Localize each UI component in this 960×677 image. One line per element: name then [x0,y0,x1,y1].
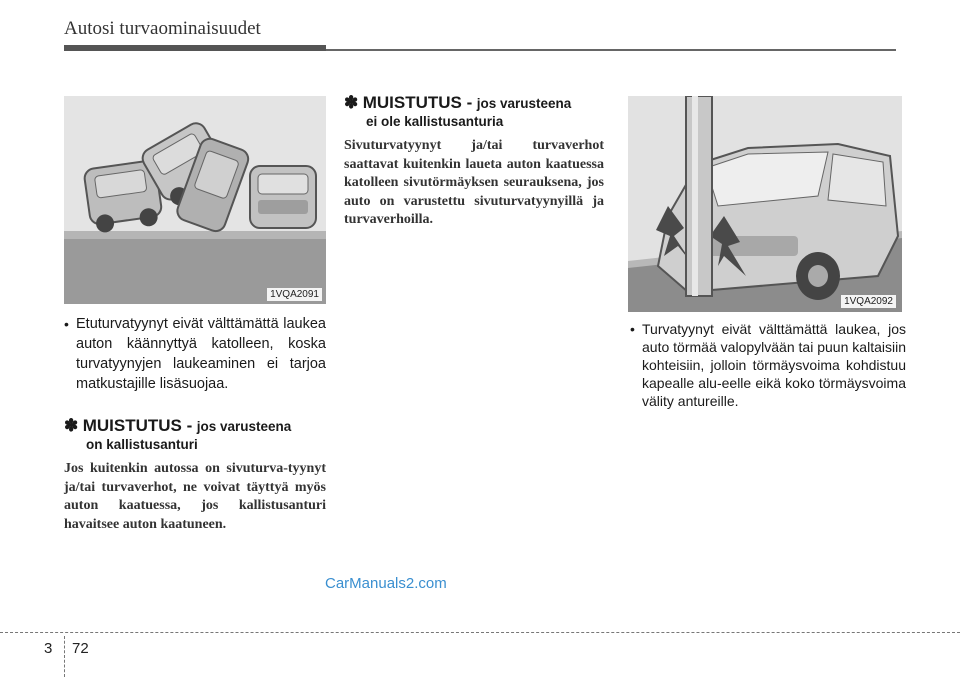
watermark-link[interactable]: CarManuals2.com [325,575,447,592]
note-body: Jos kuitenkin autossa on sivuturva-tyynyt ja/tai turvaverhot, ne voivat täyttyä myös auton kaatuessa, jos kallistusanturi havaitsee auton kaatuneen. [64,461,326,532]
note-qualifier: jos varusteena [196,419,292,434]
bullet-icon: • [64,316,69,332]
pole-collision-drawing [628,96,902,312]
note-heading [344,93,604,129]
figure-code: 1VQA2092 [841,295,896,308]
note-label: MUISTUTUS - [82,416,193,435]
rollover-cars-drawing [64,96,326,304]
note-symbol-icon: ✽ [64,416,79,435]
note-qualifier-continued: on kallistusanturi [86,437,198,452]
middle-column [344,93,604,230]
footer-divider [64,636,65,677]
note-heading [64,416,326,452]
left-column [64,314,326,534]
note-body: Sivuturvatyynyt ja/tai turvaverhot saattavat kuitenkin laueta auton kaatuessa katolleen sivutörmäyksen seurauksena, jos auto on varustettu sivuturvatyynyillä ja turvaverhoilla. [344,138,604,227]
pole-collision-illustration [628,96,902,312]
page-number: 72 [72,640,89,657]
right-column [630,320,906,410]
header-rule-thin [326,49,896,51]
note-qualifier: jos varusteena [476,96,572,111]
rollover-illustration [64,96,326,304]
bullet-item [630,320,906,410]
figure-code: 1VQA2091 [267,288,322,301]
page-header-title: Autosi turvaominaisuudet [64,18,261,39]
note-label: MUISTUTUS - [362,93,473,112]
note-symbol-icon: ✽ [344,93,359,112]
bullet-icon: • [630,321,635,337]
bullet-text: Turvatyynyt eivät välttämättä laukea, jos auto törmää valopylvään tai puun kaltaisiin kohteisiin, jolloin törmäysvoima kohdistuu kapealle alu-eelle eikä koko törmäysvoima välity antureille. [642,321,906,409]
bullet-text: Etuturvatyynyt eivät välttämättä laukea auton käännyttyä katolleen, koska turvatyynyjen laukeaminen ei tarjoa matkustajille lisäsuojaa. [76,316,326,392]
note-qualifier-continued: ei ole kallistusanturia [366,114,504,129]
header-rule-thick [64,45,326,51]
chapter-number: 3 [44,640,53,657]
bullet-item [64,314,326,394]
footer-rule [0,632,960,633]
